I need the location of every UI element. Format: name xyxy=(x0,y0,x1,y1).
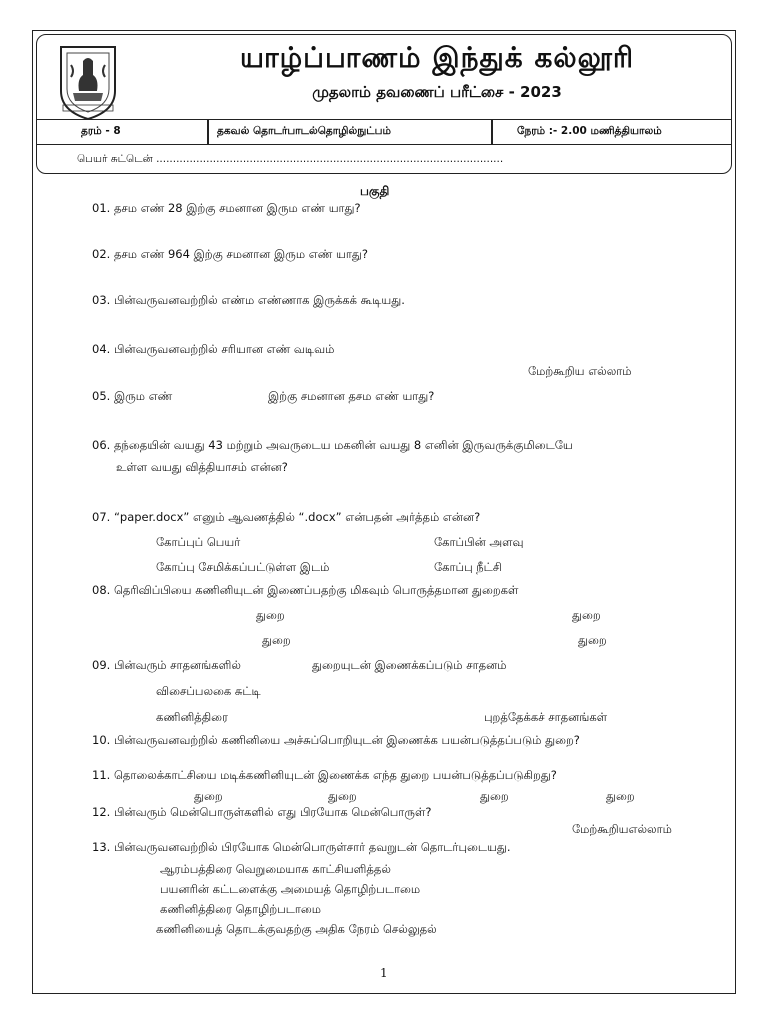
question-3: 03. பின்வருவனவற்றில் எண்ம எண்ணாக இருக்கக் கூடியது. xyxy=(92,293,405,307)
q13-option-b: பயனரின் கட்டளைக்கு அமையத் தொழிற்படாமை xyxy=(160,882,421,896)
q8-option-b: துறை xyxy=(572,608,601,622)
q5-tail: இற்கு சமனான தசம எண் யாது? xyxy=(268,389,435,403)
question-12: 12. பின்வரும் மென்பொருள்களில் எது பிரயோக மென்பொருள்? xyxy=(92,805,432,819)
question-10: 10. பின்வருவனவற்றில் கணினியை அச்சுப்பொறியுடன் இணைக்க பயன்படுத்தப்படும் துறை? xyxy=(92,733,580,747)
question-1: 01. தசம எண் 28 இற்கு சமனான இரும எண் யாது? xyxy=(92,201,361,215)
college-title: யாழ்ப்பாணம் இந்துக் கல்லூரி xyxy=(239,41,635,74)
page-number: 1 xyxy=(380,966,388,980)
q9-option-ab: விசைப்பலகை சுட்டி xyxy=(156,684,261,698)
q8-option-a: துறை xyxy=(256,608,285,622)
divider xyxy=(491,120,493,144)
q7-option-d: கோப்பு நீட்சி xyxy=(434,560,502,574)
q9-tail: துறையுடன் இணைக்கப்படும் சாதனம் xyxy=(312,658,507,672)
question-9: 09. பின்வரும் சாதனங்களில் xyxy=(92,658,241,672)
q6-line2: உள்ள வயது வித்தியாசம் என்ன? xyxy=(116,460,288,474)
q13-option-c: கணினித்திரை தொழிற்படாமை xyxy=(160,902,322,916)
question-11: 11. தொலைக்காட்சியை மடிக்கணினியுடன் இணைக்க எந்த துறை பயன்படுத்தப்படுகிறது? xyxy=(92,768,557,782)
question-7: 07. “paper.docx” எனும் ஆவணத்தில் “.docx” என்பதன் அர்த்தம் என்ன? xyxy=(92,510,481,524)
question-5: 05. இரும எண் xyxy=(92,389,173,403)
q4-option: மேற்கூறிய எல்லாம் xyxy=(528,364,632,378)
q9-option-d: புறத்தேக்கச் சாதனங்கள் xyxy=(484,710,608,724)
q11-option-c: துறை xyxy=(480,789,509,803)
exam-header xyxy=(36,34,732,174)
divider xyxy=(207,120,209,144)
subject-label: தகவல் தொடர்பாடல்தொழில்நுட்பம் xyxy=(217,125,391,137)
q11-option-a: துறை xyxy=(194,789,223,803)
q12-option: மேற்கூறியஎல்லாம் xyxy=(572,822,672,836)
q13-option-d: கணினியைத் தொடக்குவதற்கு அதிக நேரம் செல்லுதல் xyxy=(156,922,437,936)
time-label: நேரம் :- 2.00 மணித்தியாலம் xyxy=(517,125,662,137)
q7-option-a: கோப்புப் பெயர் xyxy=(156,535,241,549)
grade-label: தரம் - 8 xyxy=(81,125,121,137)
q7-option-c: கோப்பு சேமிக்கப்பட்டுள்ள இடம் xyxy=(156,560,330,574)
q9-option-c: கணினித்திரை xyxy=(156,710,228,724)
name-label: பெயர் சுட்டென் ........................................................................................................ xyxy=(77,153,504,165)
question-4: 04. பின்வருவனவற்றில் சரியான எண் வடிவம் xyxy=(92,342,335,356)
q7-option-b: கோப்பின் அளவு xyxy=(434,535,524,549)
q8-option-d: துறை xyxy=(578,633,607,647)
question-13: 13. பின்வருவனவற்றில் பிரயோக மென்பொருள்சார் தவறுடன் தொடர்புடையது. xyxy=(92,840,511,854)
college-crest-icon xyxy=(53,41,123,121)
question-6: 06. தந்தையின் வயது 43 மற்றும் அவருடைய மகனின் வயது 8 எனின் இருவருக்குமிடையே xyxy=(92,438,573,452)
name-row xyxy=(37,147,731,171)
q11-option-d: துறை xyxy=(606,789,635,803)
q8-option-c: துறை xyxy=(262,633,291,647)
section-label: பகுதி xyxy=(360,184,390,198)
question-8: 08. தெரிவிப்பியை கணினியுடன் இணைப்பதற்கு மிகவும் பொருத்தமான துறைகள் xyxy=(92,583,519,597)
q11-option-b: துறை xyxy=(328,789,357,803)
exam-subtitle: முதலாம் தவணைப் பரீட்சை - 2023 xyxy=(312,83,562,101)
q13-option-a: ஆரம்பத்திரை வெறுமையாக காட்சியளித்தல் xyxy=(160,862,391,876)
info-row xyxy=(37,119,731,145)
question-2: 02. தசம எண் 964 இற்கு சமனான இரும எண் யாது? xyxy=(92,247,368,261)
